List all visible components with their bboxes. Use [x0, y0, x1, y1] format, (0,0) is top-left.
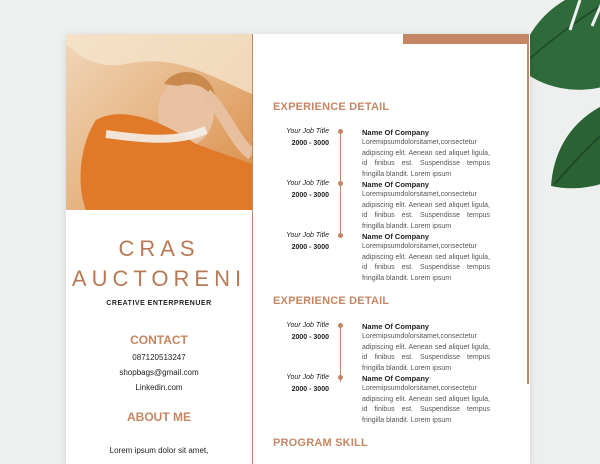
job-title: Your Job Title — [286, 322, 329, 329]
contact-email: shopbags@gmail.com — [119, 368, 199, 377]
job-years: 2000 - 3000 — [291, 140, 329, 147]
role-title: CREATIVE ENTERPRENUER — [106, 300, 212, 307]
left-column — [66, 210, 252, 455]
column-divider — [252, 34, 253, 464]
timeline-line — [340, 324, 341, 382]
name-line-2: AUCTORENI — [71, 266, 247, 291]
timeline-dot-icon — [338, 323, 343, 328]
company-name: Name Of Company — [362, 128, 430, 137]
resume-page — [66, 34, 530, 464]
job-years: 2000 - 3000 — [291, 244, 329, 251]
section-title: EXPERIENCE DETAIL — [273, 295, 390, 307]
contact-heading: CONTACT — [130, 333, 188, 347]
job-description: Loremipsumdolorsitamet,consectetur adipiscing elit. Aenean sed aliquet ligula, id finibus est. Suspendisse tempus fringilla blandit. Lorem ipsum — [362, 385, 490, 424]
job-description: Loremipsumdolorsitamet,consectetur adipiscing elit. Aenean sed aliquet ligula, id finibus est. Suspendisse tempus fringilla blandit. Lorem ipsum — [362, 191, 490, 230]
company-name: Name Of Company — [362, 232, 430, 241]
job-years: 2000 - 3000 — [291, 334, 329, 341]
company-name: Name Of Company — [362, 374, 430, 383]
timeline-dot-icon — [338, 129, 343, 134]
about-heading: ABOUT ME — [127, 410, 191, 424]
monstera-leaf-icon — [545, 90, 600, 200]
portrait-photo — [66, 34, 252, 210]
job-title: Your Job Title — [286, 128, 329, 135]
timeline-dot-icon — [338, 375, 343, 380]
job-title: Your Job Title — [286, 374, 329, 381]
name-line-1: CRAS — [118, 236, 200, 261]
section-title: EXPERIENCE DETAIL — [273, 101, 390, 113]
timeline-dot-icon — [338, 233, 343, 238]
job-title: Your Job Title — [286, 180, 329, 187]
job-description: Loremipsumdolorsitamet,consectetur adipiscing elit. Aenean sed aliquet ligula, id finibus est. Suspendisse tempus fringilla blandit. Lorem ipsum — [362, 243, 490, 282]
section-title: PROGRAM SKILL — [273, 437, 368, 449]
timeline-dot-icon — [338, 181, 343, 186]
job-years: 2000 - 3000 — [291, 192, 329, 199]
job-description: Loremipsumdolorsitamet,consectetur adipiscing elit. Aenean sed aliquet ligula, id finibus est. Suspendisse tempus fringilla blandit. Lorem ipsum — [362, 333, 490, 372]
job-title: Your Job Title — [286, 232, 329, 239]
contact-website: Linkedin.com — [135, 383, 183, 392]
job-description: Loremipsumdolorsitamet,consectetur adipiscing elit. Aenean sed aliquet ligula, id finibus est. Suspendisse tempus fringilla blandit. Lorem ipsum — [362, 139, 490, 178]
resume-name — [66, 234, 252, 294]
company-name: Name Of Company — [362, 180, 430, 189]
contact-phone: 087120513247 — [132, 353, 186, 362]
job-years: 2000 - 3000 — [291, 386, 329, 393]
company-name: Name Of Company — [362, 322, 430, 331]
about-text: Lorem ipsum dolor sit amet, — [109, 446, 209, 455]
